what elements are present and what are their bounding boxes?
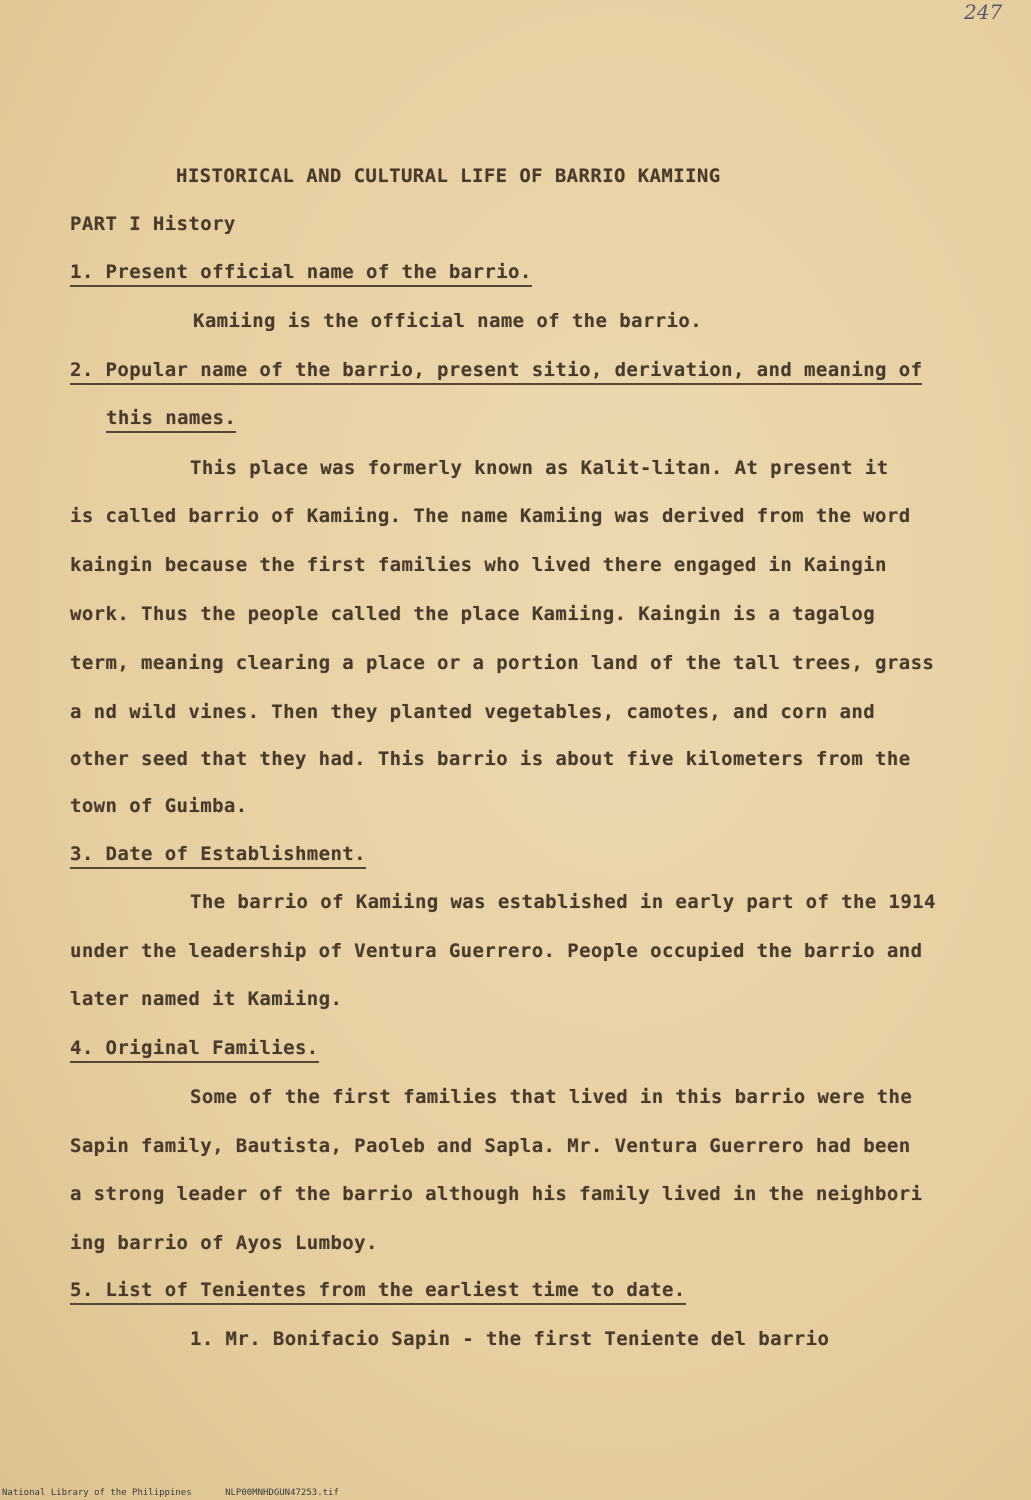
document-title: HISTORICAL AND CULTURAL LIFE OF BARRIO KAMIING [176,165,721,187]
paragraph-4-line: Some of the first families that lived in this barrio were the [190,1086,913,1108]
page-number: 247 [964,0,1003,24]
part-heading: PART I History [70,213,236,235]
paragraph-2-line: a nd wild vines. Then they planted vegetables, camotes, and corn and [70,701,876,723]
scan-footer [2,1488,367,1498]
question-5: 5. List of Tenientes from the earliest time to date. [70,1279,686,1305]
paragraph-3-line: later named it Kamiing. [70,988,343,1010]
question-3: 3. Date of Establishment. [70,843,366,869]
paragraph-4-line: ing barrio of Ayos Lumboy. [70,1232,378,1254]
paragraph-2-line: term, meaning clearing a place or a portion land of the tall trees, grass [70,652,935,674]
paragraph-2-line: work. Thus the people called the place Kamiing. Kaingin is a tagalog [70,603,876,625]
paragraph-2-line: kaingin because the first families who lived there engaged in Kaingin [70,554,887,576]
teniente-list-item: 1. Mr. Bonifacio Sapin - the first Teniente del barrio [190,1328,830,1350]
answer-1: Kamiing is the official name of the barrio. [193,310,703,332]
question-1: 1. Present official name of the barrio. [70,261,532,287]
paragraph-3-line: The barrio of Kamiing was established in early part of the 1914 [190,891,936,913]
footer-library: National Library of the Philippines [2,1488,192,1498]
paragraph-2-line: This place was formerly known as Kalit-litan. At present it [190,457,889,479]
question-4: 4. Original Families. [70,1037,319,1063]
paragraph-4-line: a strong leader of the barrio although his family lived in the neighbori [70,1183,923,1205]
paragraph-4-line: Sapin family, Bautista, Paoleb and Sapla. Mr. Ventura Guerrero had been [70,1135,911,1157]
paragraph-2-line: town of Guimba. [70,795,248,817]
footer-file: NLP00MNHDGUN47253.tif [225,1488,339,1498]
paragraph-2-line: other seed that they had. This barrio is about five kilometers from the [70,748,911,770]
question-2-line-1: 2. Popular name of the barrio, present sitio, derivation, and meaning of [70,359,922,385]
paragraph-2-line: is called barrio of Kamiing. The name Kamiing was derived from the word [70,505,911,527]
question-2-line-2: this names. [106,407,236,433]
paragraph-3-line: under the leadership of Ventura Guerrero. People occupied the barrio and [70,940,923,962]
